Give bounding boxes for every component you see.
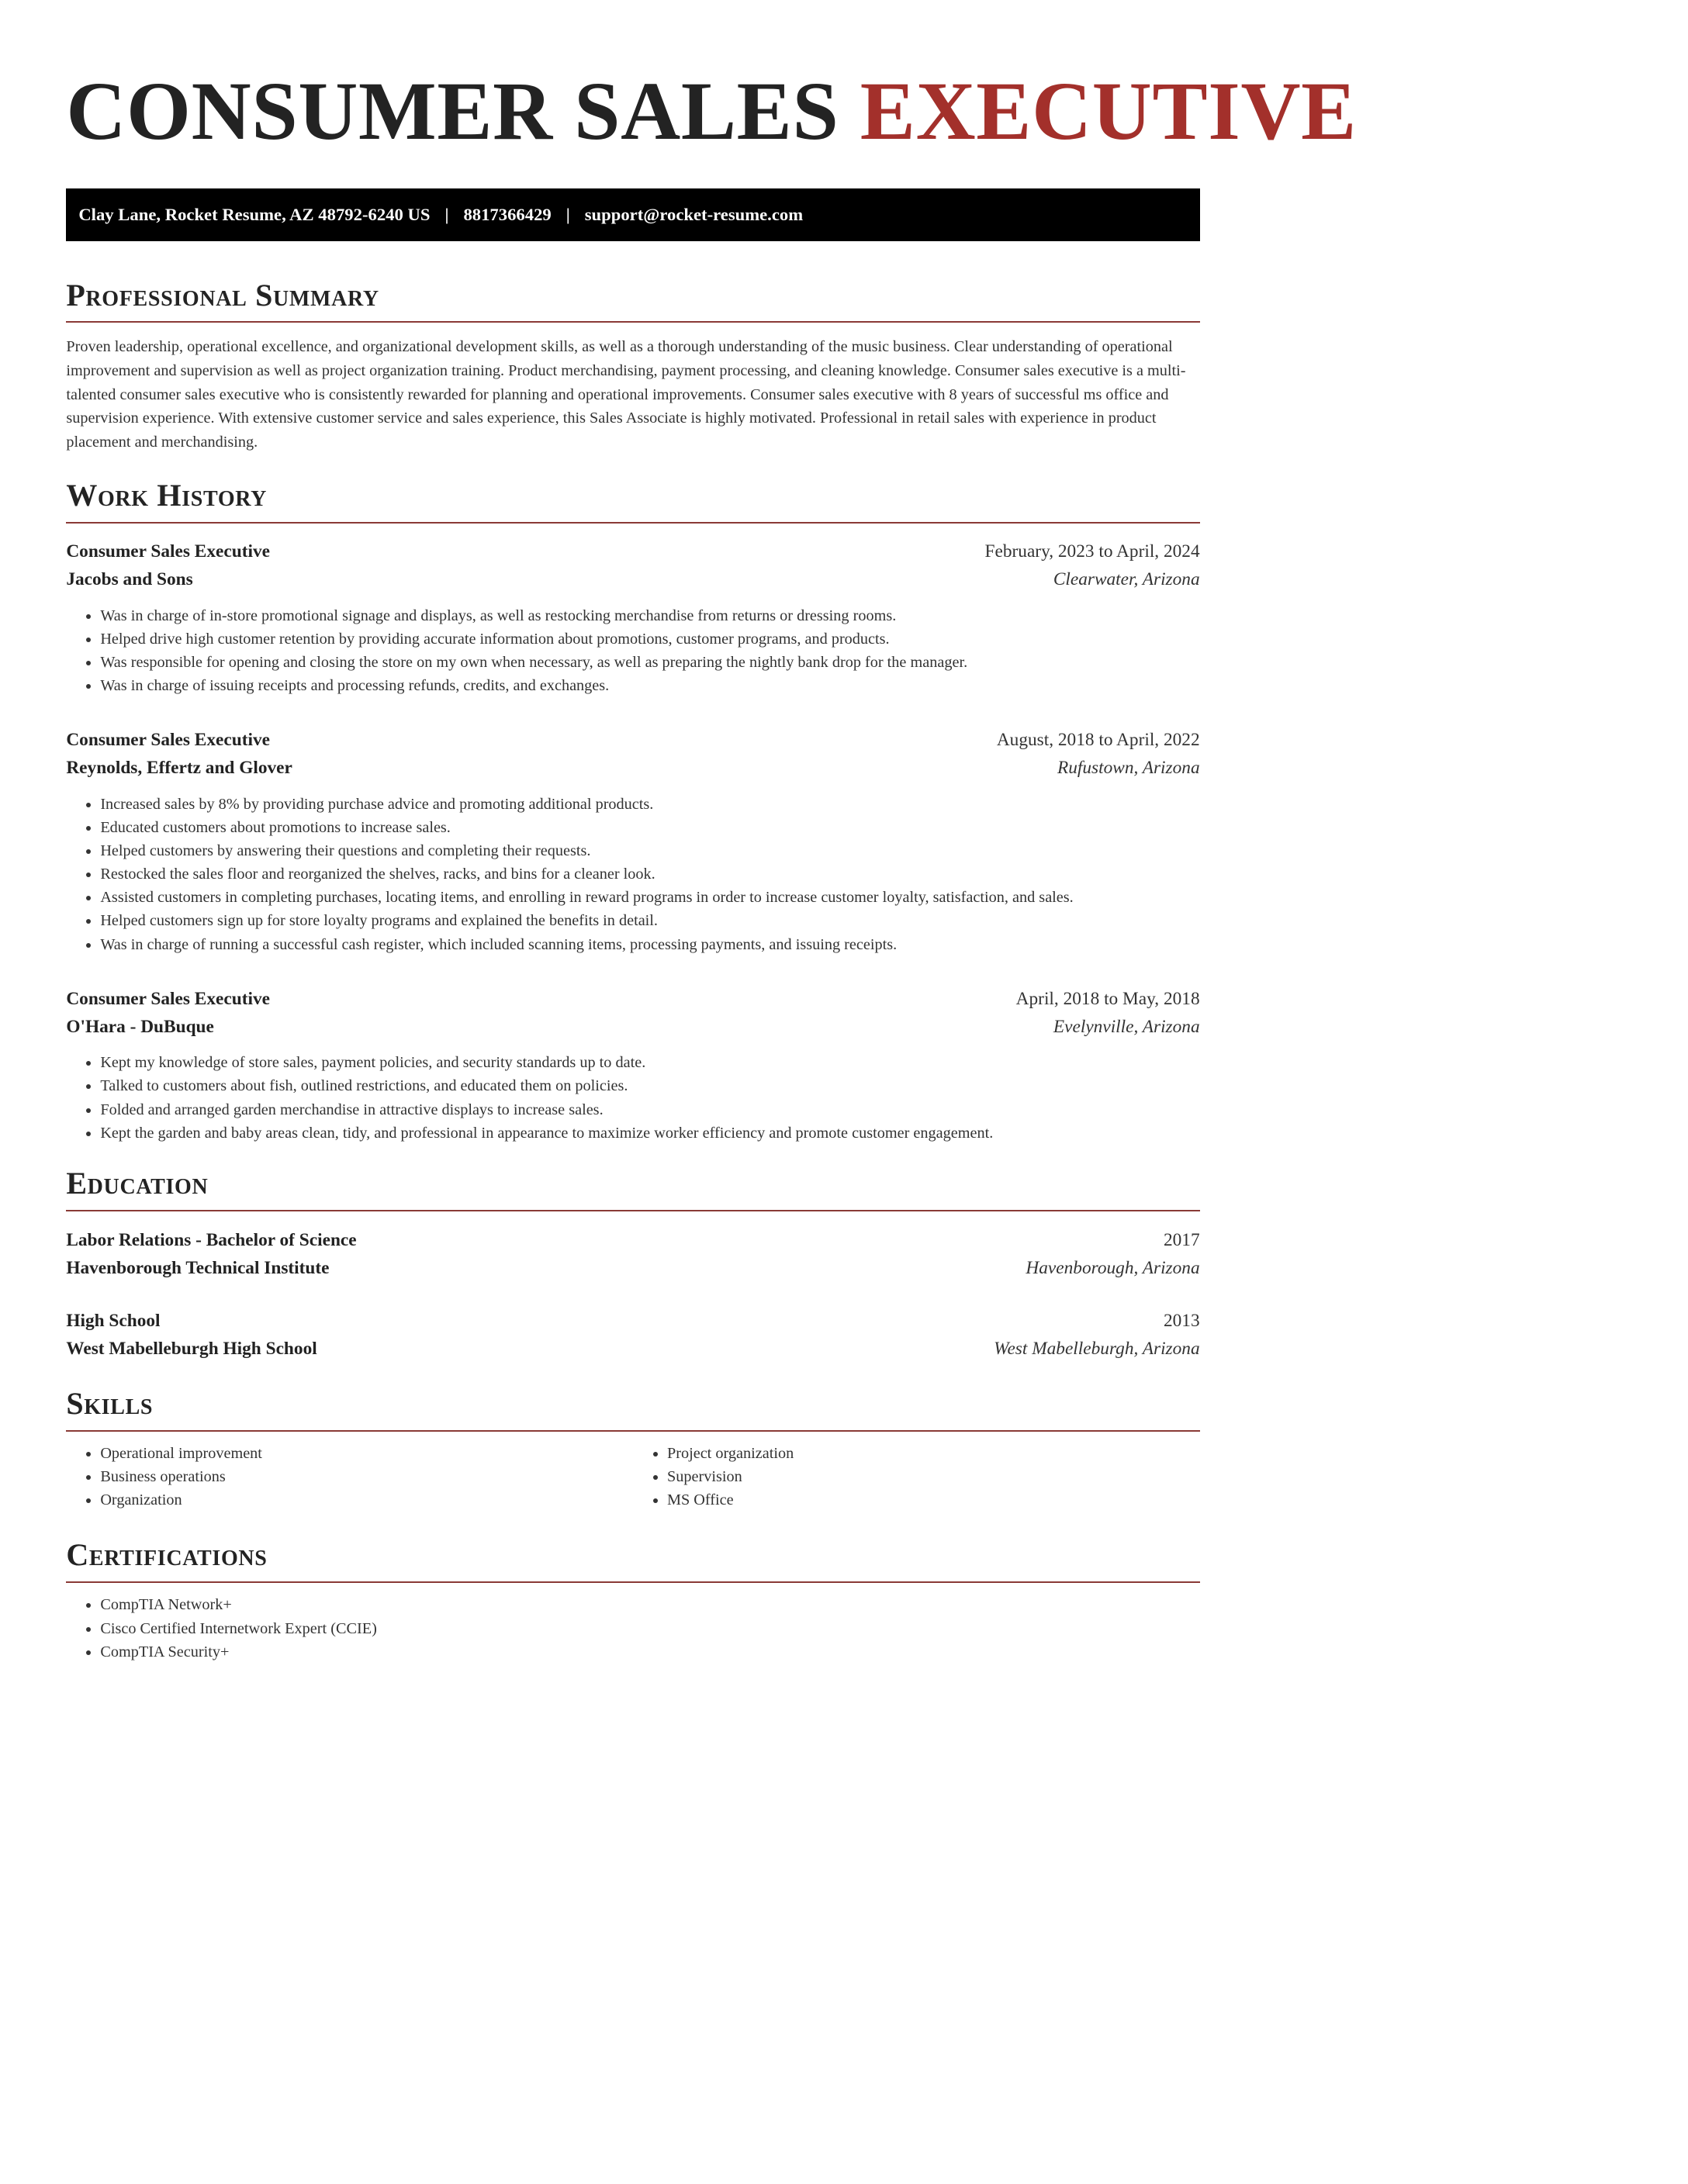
education-year: 2013	[1163, 1310, 1200, 1331]
education-school: Havenborough Technical Institute	[66, 1257, 330, 1278]
job-entry	[66, 726, 1199, 955]
job-bullet: • Was in charge of issuing receipts and processing refunds, credits, and exchanges.	[100, 674, 1199, 697]
work-history-heading: Work History	[66, 477, 1199, 524]
job-bullet: • Was responsible for opening and closing the store on my own when necessary, as well as preparing the nightly bank drop for the manager.	[100, 651, 1199, 674]
skill-item: • Operational improvement	[100, 1442, 633, 1465]
skills-column-left	[66, 1442, 633, 1512]
job-bullet: • Assisted customers in completing purchases, locating items, and enrolling in reward programs in order to increase customer loyalty, satisfaction, and sales.	[100, 886, 1199, 909]
job-dates: August, 2018 to April, 2022	[996, 730, 1200, 751]
job-bullets	[66, 604, 1199, 698]
education-year: 2017	[1163, 1229, 1200, 1250]
job-bullet: • Restocked the sales floor and reorganized the shelves, racks, and bins for a cleaner look.	[100, 862, 1199, 886]
education-entry	[66, 1226, 1199, 1282]
job-location: Evelynville, Arizona	[1053, 1016, 1200, 1037]
education-school: West Mabelleburgh High School	[66, 1338, 317, 1359]
education-entry	[66, 1307, 1199, 1363]
title-accent: EXECUTIVE	[860, 65, 1357, 157]
contact-bar	[66, 188, 1199, 242]
job-bullet: • Educated customers about promotions to increase sales.	[100, 816, 1199, 839]
job-dates: February, 2023 to April, 2024	[984, 541, 1200, 562]
title-main: CONSUMER SALES	[66, 65, 860, 157]
certification-item: • CompTIA Network+	[100, 1593, 1199, 1616]
contact-phone: 8817366429	[463, 204, 552, 224]
job-bullets	[66, 793, 1199, 956]
skill-item: • Organization	[100, 1488, 633, 1512]
certification-item: • Cisco Certified Internetwork Expert (CCIE)	[100, 1617, 1199, 1640]
job-bullets	[66, 1051, 1199, 1145]
summary-heading: Professional Summary	[66, 277, 1199, 323]
job-company: Reynolds, Effertz and Glover	[66, 758, 292, 779]
skills-column-right	[633, 1442, 1200, 1512]
resume-title	[66, 65, 1357, 157]
job-company: Jacobs and Sons	[66, 569, 193, 590]
job-bullet: • Kept my knowledge of store sales, payment policies, and security standards up to date.	[100, 1051, 1199, 1074]
contact-address: Clay Lane, Rocket Resume, AZ 48792-6240 US	[78, 204, 431, 224]
education-heading: Education	[66, 1165, 1199, 1211]
job-title: Consumer Sales Executive	[66, 541, 270, 562]
education-degree: High School	[66, 1310, 161, 1331]
certifications-heading: Certifications	[66, 1536, 1199, 1583]
job-bullet: • Helped customers sign up for store loyalty programs and explained the benefits in detail.	[100, 909, 1199, 932]
certifications-list	[66, 1593, 1199, 1663]
contact-separator: |	[444, 204, 449, 224]
contact-separator: |	[566, 204, 570, 224]
skill-item: • Business operations	[100, 1465, 633, 1488]
job-entry	[66, 537, 1199, 697]
education-location: West Mabelleburgh, Arizona	[994, 1338, 1200, 1359]
job-dates: April, 2018 to May, 2018	[1015, 988, 1200, 1009]
contact-email[interactable]: support@rocket-resume.com	[584, 204, 804, 224]
education-location: Havenborough, Arizona	[1026, 1257, 1200, 1278]
job-entry	[66, 985, 1199, 1145]
job-bullet: • Helped drive high customer retention by providing accurate information about promotions, customer programs, and products.	[100, 627, 1199, 651]
education-list	[66, 1226, 1199, 1363]
job-bullet: • Talked to customers about fish, outlined restrictions, and educated them on policies.	[100, 1074, 1199, 1097]
job-bullet: • Was in charge of in-store promotional signage and displays, as well as restocking merchandise from returns or dressing rooms.	[100, 604, 1199, 627]
skill-item: • Supervision	[667, 1465, 1200, 1488]
skills-section	[66, 1442, 1199, 1512]
job-bullet: • Helped customers by answering their questions and completing their requests.	[100, 839, 1199, 862]
job-bullet: • Kept the garden and baby areas clean, tidy, and professional in appearance to maximize worker efficiency and promote customer engagement.	[100, 1121, 1199, 1145]
skills-heading: Skills	[66, 1385, 1199, 1432]
job-title: Consumer Sales Executive	[66, 730, 270, 751]
job-location: Clearwater, Arizona	[1053, 569, 1200, 590]
work-history-list	[66, 537, 1199, 1145]
skills-grid	[66, 1442, 1199, 1512]
job-bullet: • Increased sales by 8% by providing purchase advice and promoting additional products.	[100, 793, 1199, 816]
job-company: O'Hara - DuBuque	[66, 1016, 214, 1037]
job-bullet: • Folded and arranged garden merchandise in attractive displays to increase sales.	[100, 1098, 1199, 1121]
skill-item: • Project organization	[667, 1442, 1200, 1465]
certification-item: • CompTIA Security+	[100, 1640, 1199, 1664]
job-location: Rufustown, Arizona	[1057, 758, 1200, 779]
job-title: Consumer Sales Executive	[66, 988, 270, 1009]
skill-item: • MS Office	[667, 1488, 1200, 1512]
job-bullet: • Was in charge of running a successful cash register, which included scanning items, processing payments, and issuing receipts.	[100, 933, 1199, 956]
summary-text: Proven leadership, operational excellence, and organizational development skills, as well as a thorough understanding of the music business. Clear understanding of operational improvement and supervision as well as project organization training. Product merchandising, payment processing, and cleaning knowledge. Consumer sales executive is a multi-talented consumer sales executive who is consistently rewarded for planning and operational improvements. Consumer sales executive with 8 years of successful ms office and supervision experience. With extensive customer service and sales experience, this Sales Associate is highly motivated. Professional in retail sales with experience in product placement and merchandising.	[66, 338, 1186, 451]
education-degree: Labor Relations - Bachelor of Science	[66, 1229, 357, 1250]
